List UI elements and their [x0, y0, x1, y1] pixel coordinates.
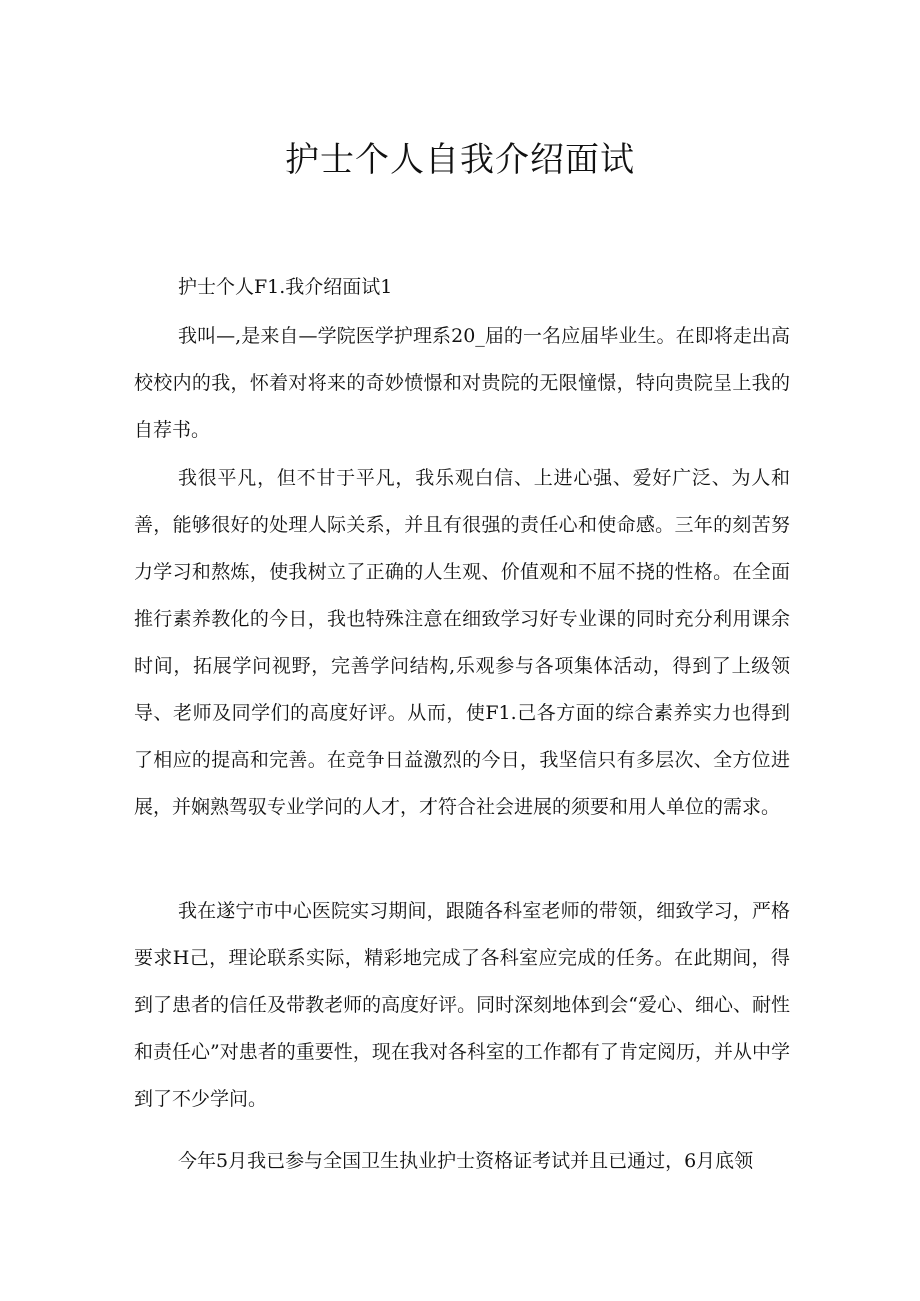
paragraph-intro: 我叫—,是来自—学院医学护理系20_届的一名应届毕业生。在即将走出高校校内的我，怀着对将来的奇妙愤憬和对贵院的无限憧憬，特向贵院呈上我的自荐书。: [134, 325, 790, 441]
paragraph-personality: 我很平凡，但不甘于平凡，我乐观白信、上进心强、爱好广泛、为人和善，能够很好的处理人际关系，并且有很强的责任心和使命感。三年的刻苦努力学习和熬炼，使我树立了正确的人生观、价值观和不屈不挠的性格。在全面推行素养教化的今日，我也特殊注意在细致学习好专业课的同时充分利用课余时间，拓展学问视野，完善学问结构,乐观参与各项集体活动，得到了上级领导、老师及同学们的高度好评。从而，使F1.己各方面的综合素养实力也得到了相应的提高和完善。在竞争日益激烈的今日，我坚信只有多层次、全方位进展，并娴熟驾驭专业学问的人才，才符合社会进展的须要和用人单位的需求。: [134, 467, 790, 818]
paragraph-internship: 我在遂宁市中心医院实习期间，跟随各科室老师的带领，细致学习，严格要求H己，理论联系实际，精彩地完成了各科室应完成的任务。在此期间，得到了患者的信任及带教老师的高度好评。同时深刻地体到会“爱心、细心、耐性和责任心”对患者的重要性，现在我对各科室的工作都有了肯定阅历，并从中学到了不少学问。: [134, 900, 790, 1110]
section-heading: 护士个人F1.我介绍面试1: [178, 276, 393, 298]
document-title: 护士个人自我介绍面试: [285, 140, 635, 180]
paragraph-certification: 今年5月我已参与全国卫生执业护士资格证考试并且已通过，6月底领: [178, 1150, 754, 1172]
